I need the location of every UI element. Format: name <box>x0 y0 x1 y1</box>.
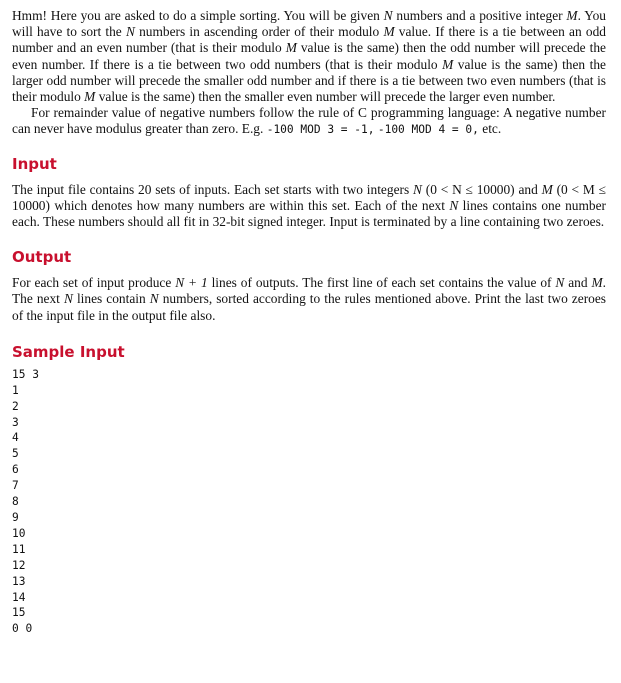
intro-paragraph: Hmm! Here you are asked to do a simple sorting. You will be given N numbers and a positive integer M. You will have to sort the N numbers in ascending order of their modulo M value. If there is a tie between an odd number and an even number (that is their modulo M value is the same) then the odd number will precede the even number. If there is a tie between two odd numbers (that is their modulo M value is the same) then the larger odd number will precede the smaller odd number and if there is a tie between two even numbers (that is their modulo M value is the same) then the smaller even number will precede the larger even number. <box>12 8 606 105</box>
negative-remainder-paragraph: For remainder value of negative numbers follow the rule of C programming language: A negative number can never have modulus greater than zero. E.g. -100 MOD 3 = -1, -100 MOD 4 = 0, etc. <box>12 105 606 137</box>
sample-input-heading: Sample Input <box>12 342 125 361</box>
example-code-1: -100 MOD 3 = -1, <box>266 123 375 137</box>
example-code-2: -100 MOD 4 = 0, <box>377 123 479 137</box>
output-heading: Output <box>12 248 72 267</box>
output-paragraph: For each set of input produce N + 1 lines of outputs. The first line of each set contains the value of N and M. The next N lines contain N numbers, sorted according to the rules mentioned above. Print the last two zeroes of the input file in the output file also. <box>12 275 607 323</box>
problem-statement <box>12 8 606 637</box>
input-heading: Input <box>12 154 57 173</box>
sample-input-block: 15 3 1 2 3 4 5 6 7 8 9 10 11 12 13 14 15 0 0 <box>12 367 39 636</box>
input-paragraph: The input file contains 20 sets of inputs. Each set starts with two integers N (0 < N ≤ 10000) and M (0 < M ≤ 10000) which denotes how many numbers are within this set. Each of the next N lines contains one number each. These numbers should all fit in 32-bit signed integer. Input is terminated by a line containing two zeroes. <box>12 181 606 230</box>
